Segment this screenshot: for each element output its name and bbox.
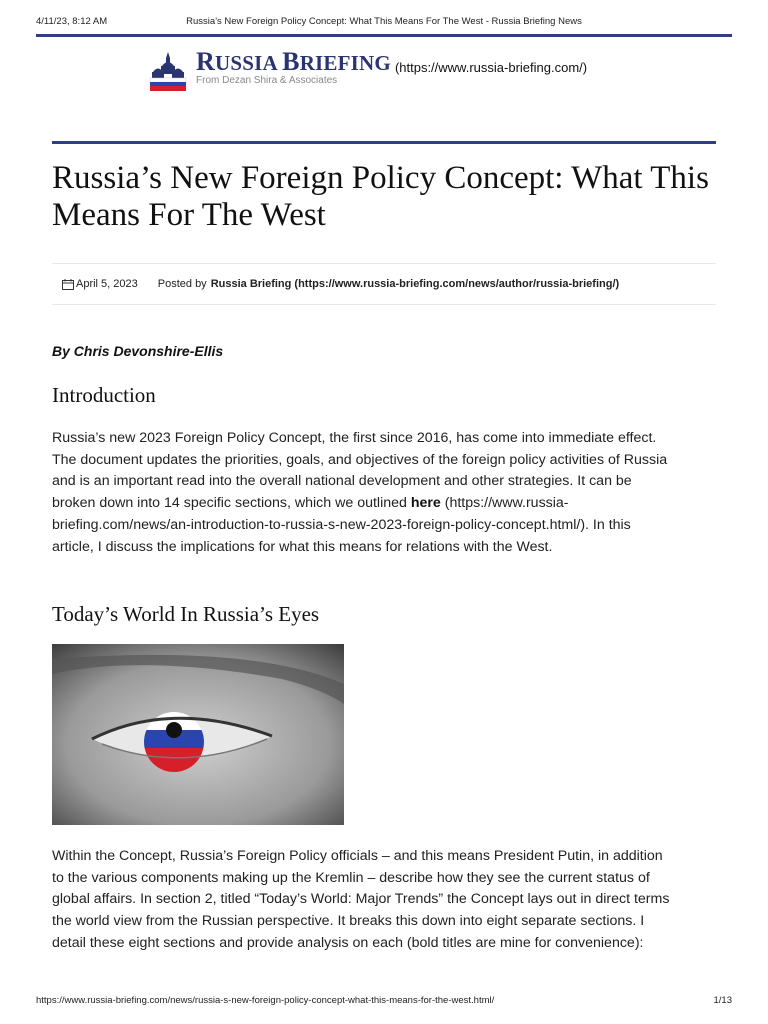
- calendar-icon: [62, 279, 74, 290]
- print-timestamp: 4/11/23, 8:12 AM: [36, 16, 108, 27]
- print-page-title: Russia's New Foreign Policy Concept: What This Means For The West - Russia Briefing News: [186, 16, 582, 27]
- page-number: 1/13: [713, 995, 732, 1006]
- print-footer: [36, 995, 732, 1006]
- intro-heading: Introduction: [52, 383, 156, 407]
- site-logo[interactable]: [148, 47, 588, 96]
- print-footer-url: https://www.russia-briefing.com/news/russia-s-new-foreign-policy-concept-what-this-means-for-the-west.html/: [36, 995, 495, 1006]
- article-meta: [52, 263, 716, 305]
- logo-subtitle: From Dezan Shira & Associates: [196, 75, 338, 86]
- article-title: Russia’s New Foreign Policy Concept: What This Means For The West: [52, 160, 709, 233]
- title-rule: [52, 141, 716, 144]
- kremlin-logo-icon: [148, 50, 188, 92]
- section2-heading: Today’s World In Russia’s Eyes: [52, 602, 320, 626]
- section2-paragraph: Within the Concept, Russia’s Foreign Policy officials – and this means President Putin, in addition to the various components making up the Kremlin – describe how they see the current status of global affairs. In section 2, titled “Today’s World: Major Trends” the Concept lays out in direct terms the world view from the Russian perspective. It breaks this down into eight separate sections. I detail these eight sections and provide analysis on each (bold titles are mine for convenience):: [52, 848, 670, 951]
- logo-url[interactable]: (https://www.russia-briefing.com/): [394, 60, 588, 75]
- here-link[interactable]: here: [410, 495, 441, 512]
- intro-paragraph: Russia’s new 2023 Foreign Policy Concept, the first since 2016, has come into immediate effect. The document updates the priorities, goals, and objectives of the foreign policy activities of Russia and is an important read into the overall national development and other strategies. It can be broken down into 14 specific sections, which we outlined here (https://www.russia-briefing.com/news/an-introduction-to-russia-s-new-2023-foreign-policy-concept.html/). In this article, I discuss the implications for what this means for relations with the West.: [52, 430, 668, 555]
- article-date: April 5, 2023: [76, 278, 138, 290]
- header-rule: [36, 34, 732, 37]
- print-header: [36, 16, 732, 30]
- logo-name: RUSSIA BRIEFING: [196, 47, 391, 76]
- posted-by-label: Posted by: [157, 278, 207, 290]
- eye-flag-image: [52, 644, 344, 825]
- author-link[interactable]: Russia Briefing (https://www.russia-briefing.com/news/author/russia-briefing/): [210, 278, 620, 290]
- byline: By Chris Devonshire-Ellis: [52, 343, 224, 359]
